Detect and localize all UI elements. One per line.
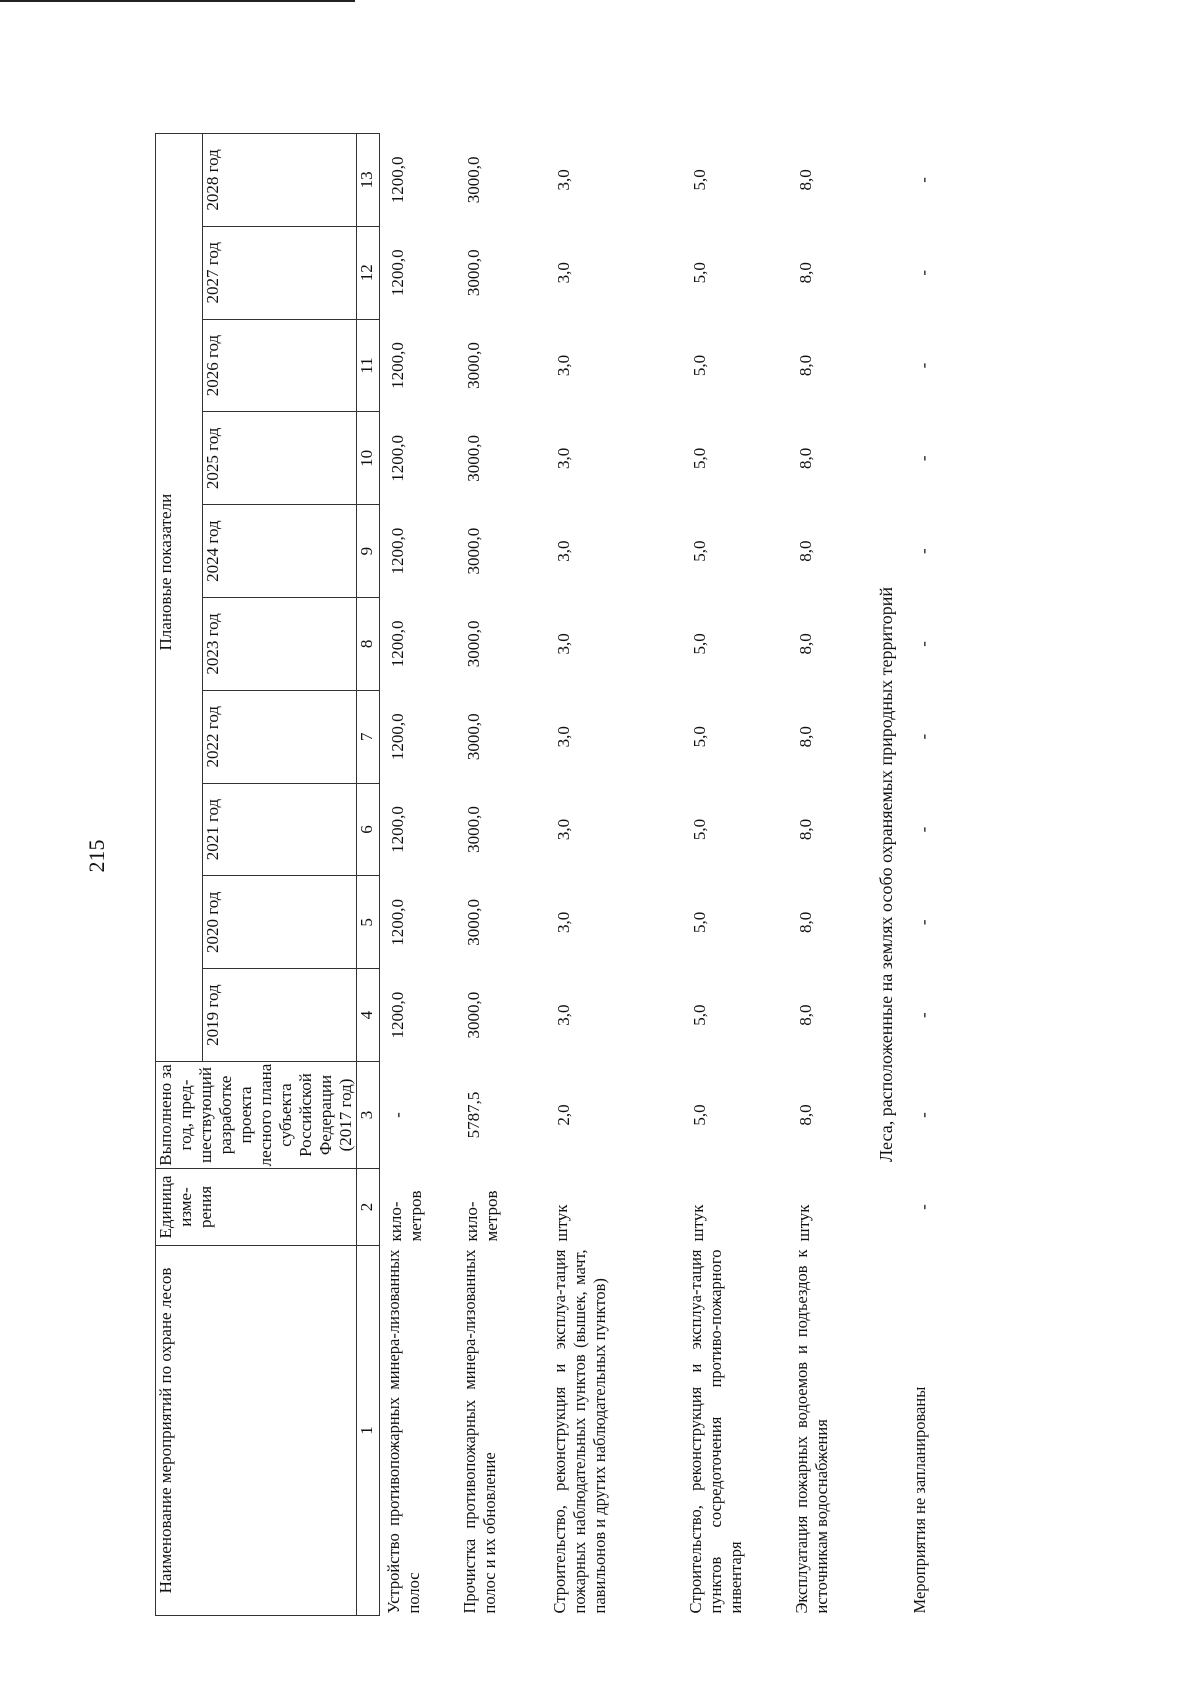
header-plan-group xyxy=(156,133,203,690)
row-value: - xyxy=(914,177,933,183)
row-name: Строительство, реконструкция и эксплуа-тация пунктов сосредоточения противо-пожарного инвентаря xyxy=(686,1249,745,1614)
page-number: 215 xyxy=(84,839,109,873)
column-number: 13 xyxy=(357,133,380,226)
row-name: Мероприятия не запланированы xyxy=(910,1386,929,1614)
row-done: - xyxy=(388,1112,407,1118)
row-done: 2,0 xyxy=(554,1104,573,1126)
row-value: 8,0 xyxy=(796,540,815,562)
row-value: 1200,0 xyxy=(388,249,407,297)
row-unit: кило-метров xyxy=(386,1190,425,1242)
section-title: Леса, расположенные на землях особо охраняемых природных территорий xyxy=(876,586,896,1163)
row-unit: кило-метров xyxy=(462,1190,501,1242)
row-done: 5787,5 xyxy=(464,1091,483,1139)
row-value: 1200,0 xyxy=(388,527,407,575)
row-value: 3000,0 xyxy=(464,991,483,1039)
header-year: 2019 год xyxy=(203,969,357,1062)
table-row xyxy=(380,133,457,1615)
table-row xyxy=(546,133,682,1615)
row-value: - xyxy=(914,362,933,369)
row-name: Устройство противопожарных минера-лизованных полос xyxy=(384,1249,423,1614)
column-number: 7 xyxy=(357,690,380,783)
column-number: 6 xyxy=(357,783,380,876)
table-body xyxy=(380,133,937,1615)
row-value: 5,0 xyxy=(690,911,709,933)
row-value: 8,0 xyxy=(796,169,815,191)
row-unit: штук xyxy=(794,1204,813,1242)
row-value: - xyxy=(914,826,933,833)
table-row xyxy=(682,133,788,1615)
column-number: 12 xyxy=(357,226,380,319)
row-value: 1200,0 xyxy=(388,342,407,389)
column-number: 11 xyxy=(357,319,380,412)
row-value: 8,0 xyxy=(796,726,815,748)
row-value: 3,0 xyxy=(554,447,573,469)
header-unit: Единица изме-рения xyxy=(156,1169,357,1246)
row-value: 1200,0 xyxy=(388,713,407,761)
header-year: 2026 год xyxy=(203,319,357,412)
row-value: 8,0 xyxy=(796,262,815,284)
row-value: 3,0 xyxy=(554,1004,573,1026)
header-name: Наименование мероприятий по охране лесов xyxy=(156,1246,357,1616)
table-row xyxy=(788,133,864,1615)
row-name: Строительство, реконструкция и эксплуа-тация пожарных наблюдательных пунктов (вышек, мачт, павильонов и других наблюдательных пунктов) xyxy=(550,1249,609,1614)
section-row xyxy=(864,133,906,1615)
row-value: 5,0 xyxy=(690,169,709,191)
row-name: Прочистка противопожарных минера-лизованных полос и их обновление xyxy=(460,1249,499,1614)
row-value: 3000,0 xyxy=(464,620,483,668)
column-number: 9 xyxy=(357,505,380,598)
row-value: 3000,0 xyxy=(464,249,483,297)
row-value: 5,0 xyxy=(690,726,709,748)
row-value: 5,0 xyxy=(690,447,709,469)
column-number: 1 xyxy=(357,1246,380,1616)
column-numbers-row xyxy=(357,133,380,1615)
row-value: 8,0 xyxy=(796,1004,815,1026)
header-year: 2021 год xyxy=(203,783,357,876)
row-value: 3000,0 xyxy=(464,156,483,204)
row-value: 8,0 xyxy=(796,911,815,933)
row-value: 3000,0 xyxy=(464,898,483,946)
column-number: 10 xyxy=(357,412,380,505)
row-name: Эксплуатация пожарных водоемов и подъездов к источникам водоснабжения xyxy=(792,1249,831,1614)
row-value: 1200,0 xyxy=(388,806,407,853)
row-done: 5,0 xyxy=(690,1104,709,1126)
row-value: 1200,0 xyxy=(388,156,407,204)
forest-protection-table xyxy=(155,133,936,1616)
row-value: 3000,0 xyxy=(464,342,483,389)
row-value: 5,0 xyxy=(690,262,709,284)
row-value: 8,0 xyxy=(796,818,815,841)
row-value: - xyxy=(914,919,933,926)
table-row xyxy=(456,133,546,1615)
row-value: 3,0 xyxy=(554,818,573,841)
row-value: 5,0 xyxy=(690,633,709,655)
header-year: 2024 год xyxy=(203,505,357,598)
header-year: 2022 год xyxy=(203,690,357,783)
column-number: 3 xyxy=(357,1062,380,1169)
column-number: 4 xyxy=(357,969,380,1062)
row-value: 3,0 xyxy=(554,540,573,562)
row-value: 8,0 xyxy=(796,633,815,655)
plan-group-label: Плановые показатели xyxy=(156,493,175,651)
row-value: 3,0 xyxy=(554,726,573,748)
row-value: 3,0 xyxy=(554,169,573,191)
row-value: 3,0 xyxy=(554,911,573,933)
row-value: 5,0 xyxy=(690,818,709,841)
row-value: 1200,0 xyxy=(388,898,407,946)
header-done: Выполнено за год, пред-шествующий разработке проекта лесного плана субъекта Российской Федерации (2017 год) xyxy=(156,1062,357,1169)
row-value: 3,0 xyxy=(554,354,573,377)
row-value: - xyxy=(914,1012,933,1018)
row-value: - xyxy=(914,733,933,740)
row-value: 8,0 xyxy=(796,354,815,377)
row-value: - xyxy=(914,269,933,276)
header-year: 2020 год xyxy=(203,876,357,969)
header-year: 2028 год xyxy=(203,133,357,226)
row-unit: штук xyxy=(552,1204,571,1242)
row-value: 1200,0 xyxy=(388,620,407,668)
table-row xyxy=(906,133,936,1615)
header-year: 2025 год xyxy=(203,412,357,505)
row-unit: штук xyxy=(688,1204,707,1242)
header-blank xyxy=(156,690,203,1061)
row-value: 1200,0 xyxy=(388,434,407,482)
column-number: 2 xyxy=(357,1169,380,1246)
row-value: - xyxy=(914,548,933,554)
row-value: 1200,0 xyxy=(388,991,407,1039)
header-year: 2023 год xyxy=(203,598,357,691)
row-value: 5,0 xyxy=(690,354,709,377)
row-value: - xyxy=(914,641,933,647)
row-value: 3000,0 xyxy=(464,713,483,761)
row-value: 3000,0 xyxy=(464,434,483,482)
row-value: 3,0 xyxy=(554,633,573,655)
row-value: 3000,0 xyxy=(464,527,483,575)
row-value: 5,0 xyxy=(690,540,709,562)
row-unit: - xyxy=(914,1204,933,1210)
row-value: 3000,0 xyxy=(464,806,483,853)
row-value: 5,0 xyxy=(690,1004,709,1026)
row-done: 8,0 xyxy=(796,1104,815,1126)
header-year: 2027 год xyxy=(203,226,357,319)
row-done: - xyxy=(914,1112,933,1118)
column-number: 8 xyxy=(357,598,380,691)
row-value: - xyxy=(914,455,933,462)
column-number: 5 xyxy=(357,876,380,969)
row-value: 8,0 xyxy=(796,447,815,469)
row-value: 3,0 xyxy=(554,262,573,284)
